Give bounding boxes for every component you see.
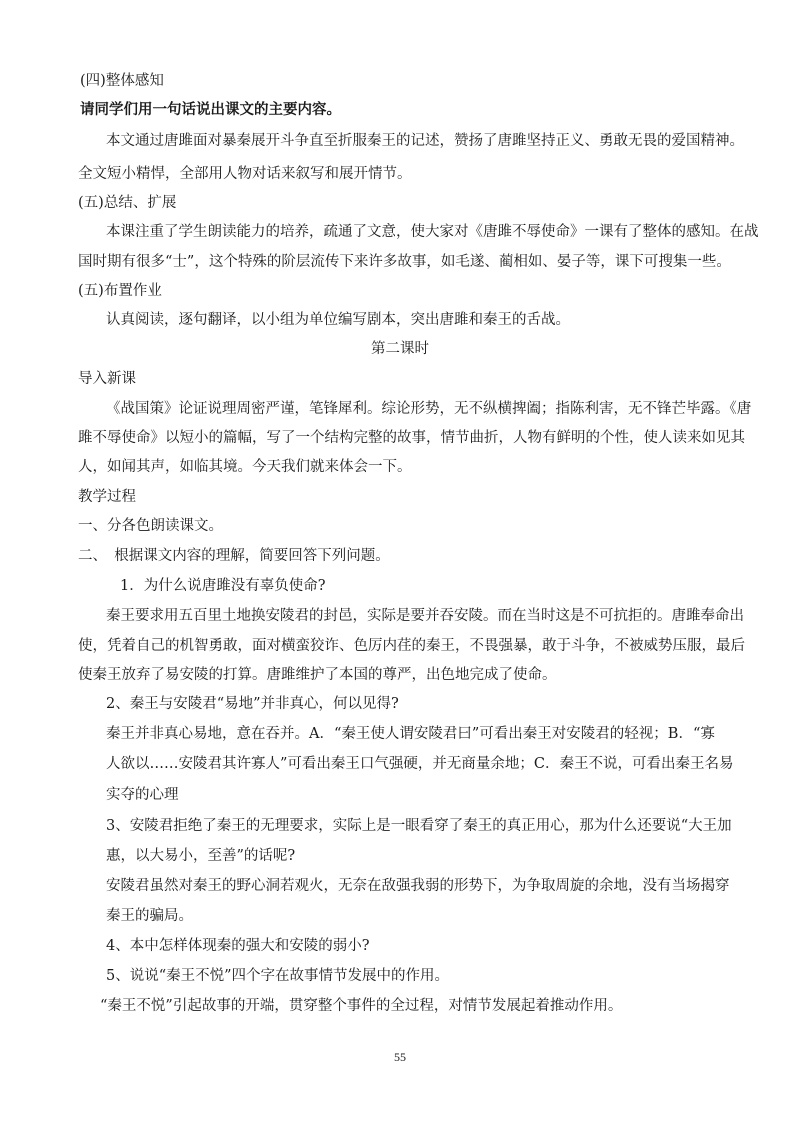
text-line: (四)整体感知 — [80, 73, 164, 89]
text-line: 《战国策》论证说理周密严谨，笔锋犀利。综论形势，无不纵横捭阖；指陈利害，无不锋芒毕露。《唐 — [106, 401, 752, 417]
text-line: 3、安陵君拒绝了秦王的无理要求，实际上是一眼看穿了秦王的真正用心，那为什么还要说“大王加 — [106, 818, 732, 834]
text-line: 秦王要求用五百里土地换安陵君的封邑，实际是要并吞安陵。而在当时这是不可抗拒的。唐雎奉命出 — [106, 608, 744, 624]
text-line: 人欲以……安陵君其许寡人”可看出秦王口气强硬，并无商量余地；C．秦王不说，可看出秦王名易 — [106, 756, 734, 772]
text-line: 使，凭着自己的机智勇敢，面对横蛮狡诈、色厉内荏的秦王，不畏强暴，敢于斗争，不被威势压服，最后 — [78, 638, 745, 654]
text-line: 本文通过唐雎面对暴秦展开斗争直至折服秦王的记述，赞扬了唐雎坚持正义、勇敢无畏的爱国精神。 — [106, 133, 744, 149]
text-line: 秦王的骗局。 — [106, 908, 193, 924]
text-line: 第二课时 — [371, 341, 429, 357]
text-line: 4、本中怎样体现秦的强大和安陵的弱小? — [106, 938, 370, 954]
text-line: “秦王不悦”引起故事的开端，贯穿整个事件的全过程，对情节发展起着推动作用。 — [100, 998, 623, 1014]
text-line: 2、秦王与安陵君“易地”并非真心，何以见得? — [106, 696, 399, 712]
text-line: 导入新课 — [78, 371, 136, 387]
text-line: 秦王并非真心易地，意在吞并。A．“秦王使人谓安陵君曰”可看出秦王对安陵君的轻视；B．“寡 — [106, 726, 715, 742]
text-line: 惠，以大易小，至善”的话呢? — [106, 848, 296, 864]
text-line: 教学过程 — [78, 489, 136, 505]
text-line: 人，如闻其声，如临其境。今天我们就来体会一下。 — [78, 459, 412, 475]
text-line: 使秦王放弃了易安陵的打算。唐雎维护了本国的尊严，出色地完成了使命。 — [78, 667, 557, 683]
text-line: 二、 根据课文内容的理解，简要回答下列问题。 — [78, 548, 390, 564]
text-line: 1．为什么说唐雎没有辜负使命? — [120, 578, 326, 594]
page-number: 55 — [394, 1050, 406, 1064]
text-line: 请同学们用一句话说出课文的主要内容。 — [80, 101, 341, 118]
text-line: 认真阅读，逐句翻译，以小组为单位编写剧本，突出唐雎和秦王的舌战。 — [106, 312, 570, 328]
text-line: 安陵君虽然对秦王的野心洞若观火，无奈在敌强我弱的形势下，为争取周旋的余地，没有当场揭穿 — [106, 878, 730, 894]
text-line: 国时期有很多“士”，这个特殊的阶层流传下来许多故事，如毛遂、蔺相如、晏子等，课下可搜集一些。 — [78, 254, 731, 270]
text-line: 本课注重了学生朗读能力的培养，疏通了文意，使大家对《唐雎不辱使命》一课有了整体的感知。在战 — [106, 224, 759, 240]
text-line: 一、分各色朗读课文。 — [78, 518, 223, 534]
text-line: 5、说说“秦王不悦”四个字在故事情节发展中的作用。 — [106, 968, 450, 984]
text-line: (五)布置作业 — [78, 283, 162, 299]
text-line: (五)总结、扩展 — [78, 195, 177, 211]
text-line: 实夺的心理 — [106, 787, 179, 803]
text-line: 雎不辱使命》以短小的篇幅，写了一个结构完整的故事，情节曲折，人物有鲜明的个性，使人读来如见其 — [78, 430, 745, 446]
text-line: 全文短小精悍，全部用人物对话来叙写和展开情节。 — [78, 166, 412, 182]
